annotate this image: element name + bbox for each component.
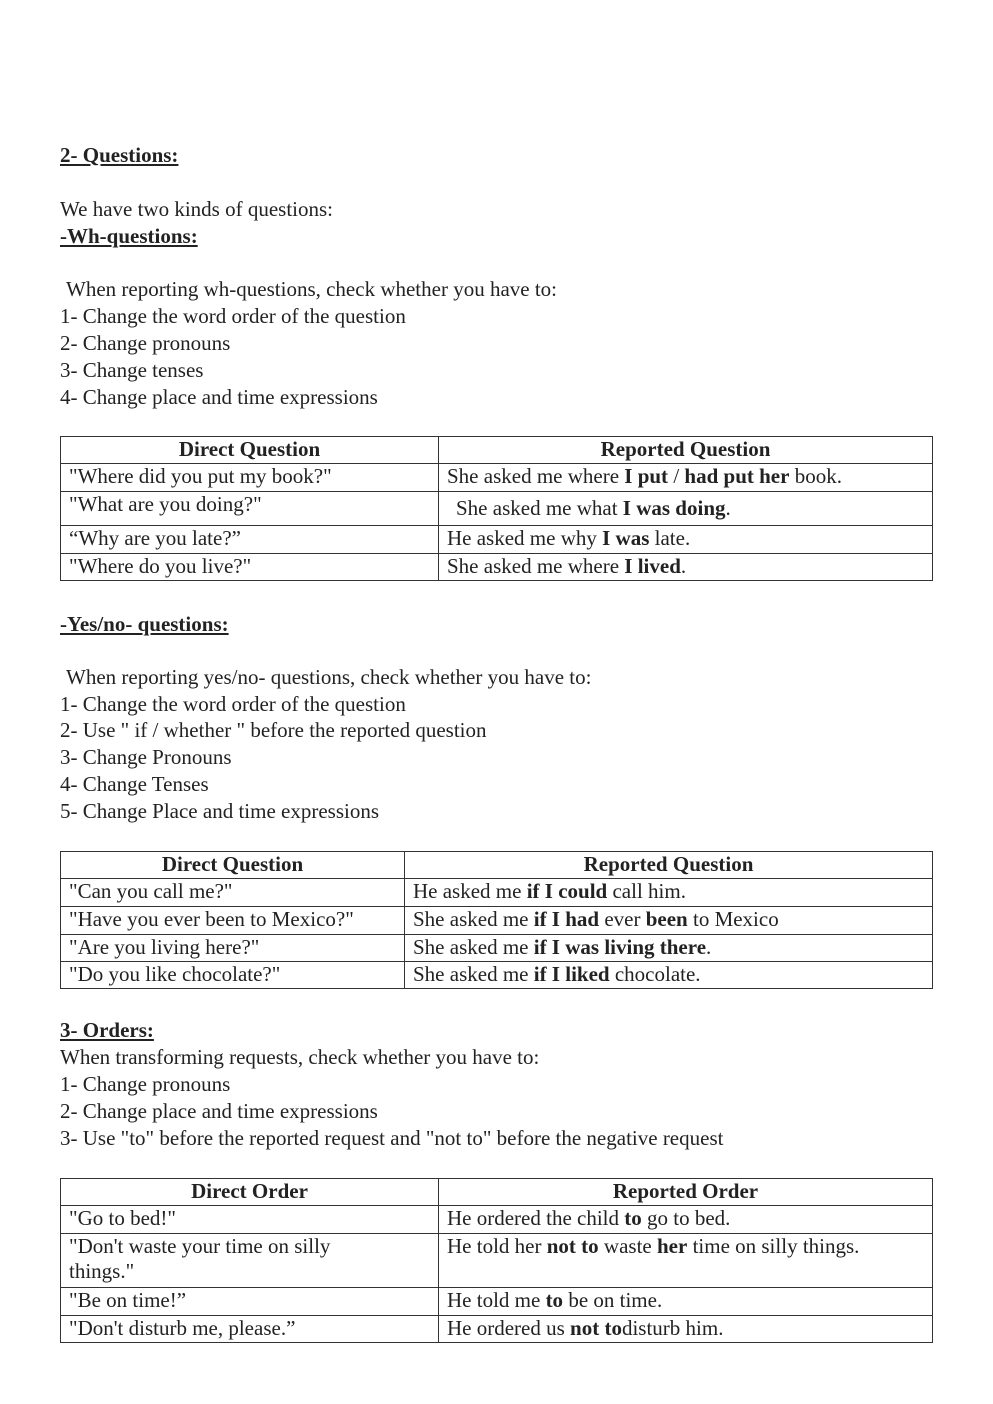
reported-cell: She asked me where I put / had put her book. [439, 464, 933, 492]
reported-cell: He told me to be on time. [439, 1288, 933, 1316]
direct-cell: "Don't waste your time on silly things." [61, 1234, 439, 1288]
column-header-reported: Reported Question [405, 852, 933, 879]
orders-step: 2- Change place and time expressions [60, 1099, 378, 1123]
table-header-row [61, 852, 933, 879]
direct-cell: "Where did you put my book?" [61, 464, 439, 492]
direct-cell: "Go to bed!" [61, 1206, 439, 1234]
table-row [61, 907, 933, 935]
table-header-row [61, 1179, 933, 1206]
emphasis-text: to [624, 1206, 642, 1230]
emphasis-text: been [645, 907, 688, 931]
table-row [61, 1316, 933, 1343]
table-row [61, 526, 933, 554]
direct-cell: "Do you like chocolate?" [61, 962, 405, 989]
orders-step: 3- Use "to" before the reported request and "not to" before the negative request [60, 1126, 724, 1150]
wh-questions-table [60, 436, 933, 581]
reported-cell: He ordered us not todisturb him. [439, 1316, 933, 1343]
reported-cell: He asked me why I was late. [439, 526, 933, 554]
column-header-direct: Direct Question [61, 852, 405, 879]
emphasis-text: if I could [526, 879, 608, 903]
emphasis-text: not to [546, 1234, 599, 1258]
wh-lead-text: When reporting wh-questions, check whether you have to: [66, 277, 558, 301]
subheading-yes-no-questions: -Yes/no- questions: [60, 612, 229, 636]
wh-step: 4- Change place and time expressions [60, 385, 378, 409]
emphasis-text: if I had [533, 907, 600, 931]
direct-cell: "Where do you live?" [61, 554, 439, 581]
reported-cell: She asked me if I had ever been to Mexico [405, 907, 933, 935]
emphasis-text: I was doing [622, 496, 726, 520]
emphasis-text: not to [570, 1316, 622, 1340]
column-header-direct: Direct Order [61, 1179, 439, 1206]
yesno-step: 4- Change Tenses [60, 772, 209, 796]
questions-intro: We have two kinds of questions: [60, 197, 334, 221]
section-heading-orders: 3- Orders: [60, 1018, 154, 1042]
direct-cell: "Don't disturb me, please.” [61, 1316, 439, 1343]
reported-cell: He asked me if I could call him. [405, 879, 933, 907]
yesno-step: 5- Change Place and time expressions [60, 799, 379, 823]
emphasis-text: if I liked [533, 962, 610, 986]
table-row [61, 492, 933, 526]
direct-cell: "Can you call me?" [61, 879, 405, 907]
table-row [61, 879, 933, 907]
direct-cell: “Why are you late?” [61, 526, 439, 554]
yes-no-questions-table [60, 851, 933, 989]
column-header-direct: Direct Question [61, 437, 439, 464]
reported-cell: She asked me if I liked chocolate. [405, 962, 933, 989]
emphasis-text: had put her [684, 464, 790, 488]
section-heading-questions: 2- Questions: [60, 143, 179, 167]
orders-lead-text: When transforming requests, check whether you have to: [60, 1045, 540, 1069]
table-row [61, 1234, 933, 1288]
reported-cell: She asked me if I was living there. [405, 935, 933, 962]
wh-step: 3- Change tenses [60, 358, 204, 382]
emphasis-text: I was [602, 526, 650, 550]
table-row [61, 935, 933, 962]
reported-cell: She asked me what I was doing. [439, 492, 933, 526]
reported-cell: She asked me where I lived. [439, 554, 933, 581]
emphasis-text: if I was living there [533, 935, 707, 959]
direct-cell: "Be on time!” [61, 1288, 439, 1316]
column-header-reported: Reported Order [439, 1179, 933, 1206]
wh-step: 2- Change pronouns [60, 331, 231, 355]
orders-table [60, 1178, 933, 1343]
reported-cell: He ordered the child to go to bed. [439, 1206, 933, 1234]
yesno-step: 3- Change Pronouns [60, 745, 232, 769]
table-row [61, 1288, 933, 1316]
yesno-step: 1- Change the word order of the question [60, 692, 406, 716]
emphasis-text: her [656, 1234, 688, 1258]
direct-cell: "Have you ever been to Mexico?" [61, 907, 405, 935]
direct-cell: "What are you doing?" [61, 492, 439, 526]
wh-step: 1- Change the word order of the question [60, 304, 406, 328]
orders-step: 1- Change pronouns [60, 1072, 231, 1096]
emphasis-text: I put [624, 464, 669, 488]
direct-cell: "Are you living here?" [61, 935, 405, 962]
yesno-step: 2- Use " if / whether " before the reported question [60, 718, 487, 742]
table-row [61, 464, 933, 492]
reported-cell: He told her not to waste her time on silly things. [439, 1234, 933, 1288]
subheading-wh-questions: -Wh-questions: [60, 224, 198, 248]
yesno-lead-text: When reporting yes/no- questions, check whether you have to: [66, 665, 592, 689]
table-header-row [61, 437, 933, 464]
emphasis-text: I lived [624, 554, 681, 578]
table-row [61, 962, 933, 989]
emphasis-text: to [545, 1288, 564, 1312]
table-row [61, 1206, 933, 1234]
column-header-reported: Reported Question [439, 437, 933, 464]
table-row [61, 554, 933, 581]
